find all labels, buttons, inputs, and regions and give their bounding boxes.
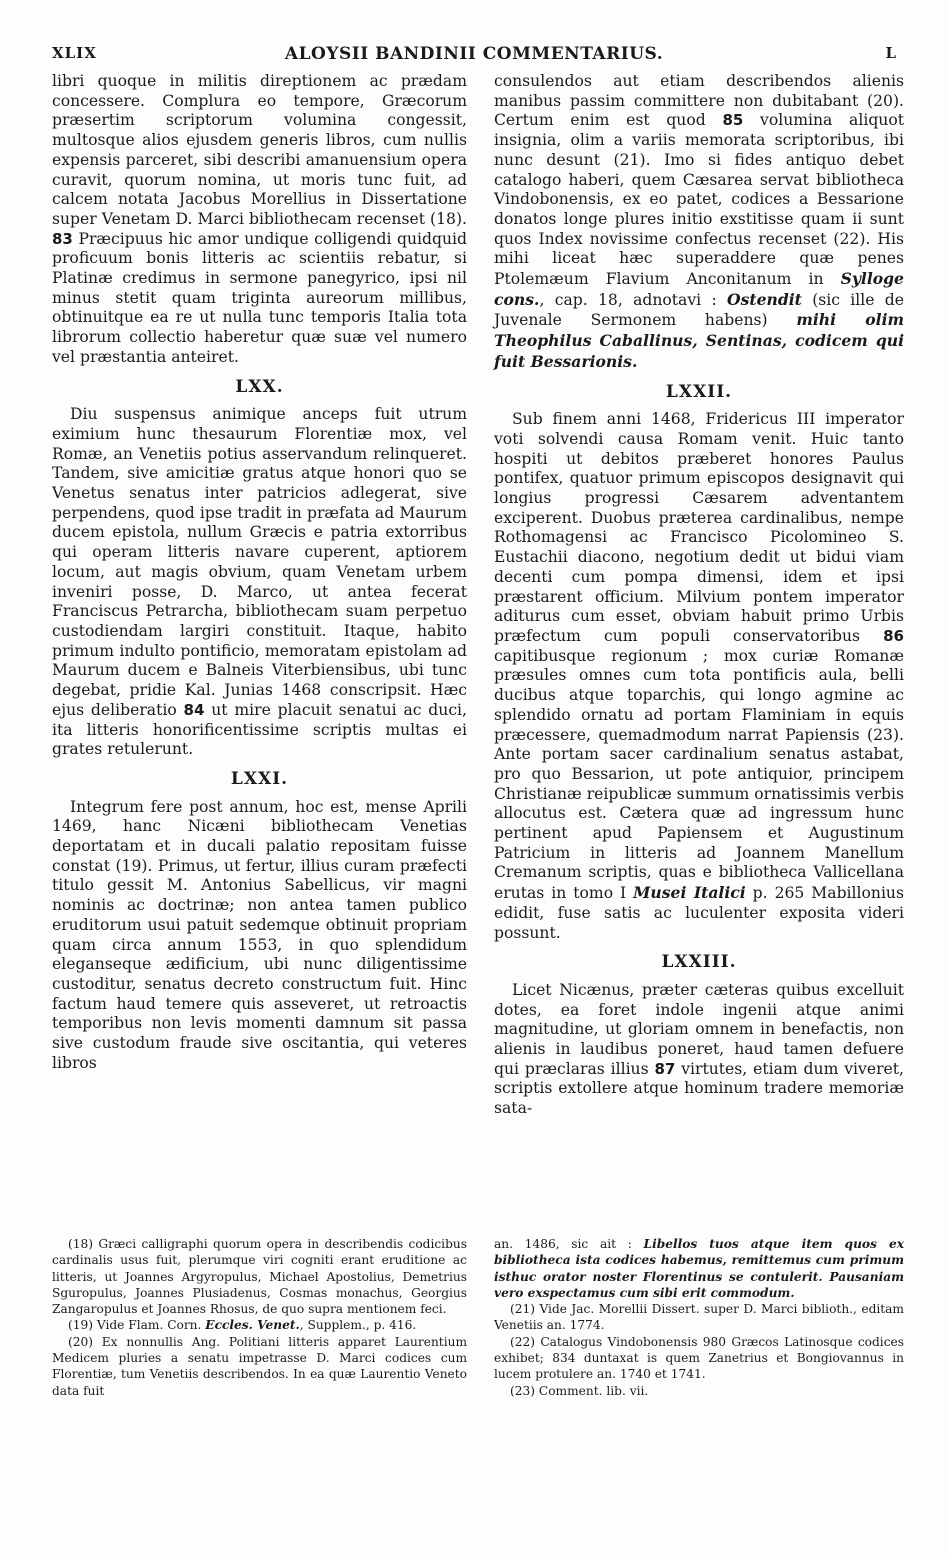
left-column [52,72,467,1073]
running-header [52,44,896,70]
section-heading-lxxii: LXXII. [665,381,733,402]
footnotes-right [494,1236,904,1399]
footnote: (19) Vide Flam. Corn. Eccles. Venet., Supplem., p. 416. [68,1318,417,1333]
footnotes-left [52,1236,467,1399]
margin-number: 87 [654,1059,676,1078]
footnote: (20) Ex nonnullis Ang. Politiani litteris apparet Laurentium Medicem pluries a senatu impetrasse D. Marci codices cum Florentiæ, tum Venetiis describendos. In ea quæ Laurentio Veneto data fuit [52,1334,467,1398]
section-heading-lxxiii: LXXIII. [661,952,737,973]
paragraph: Sub finem anni 1468, Fridericus III imperator voti solvendi causa Romam venit. Huic tanto hospiti ut debitos præberet honores Paulus pontifex, quatuor primum episcopos designavit qui longius progressi Cæsarem adventantem exciperent. Duobus præterea cardinalibus, nempe Rothomagensi ac Francisco Picolomineo S. Eustachii diacono, negotium dedit ut bidui viam decenti cum pompa dimensi, idem et ipsi præstarent officium. Milvium pontem imperator aditurus cum esset, obviam habuit primo Urbis præfectum cum populi conservatoribus 86 capitibusque regionum ; mox curiæ Romanæ præsules omnes cum tota pontificis aula, belli ducibus atque toparchis, qui longo agmine ac splendido ornatu ad portam Flaminiam in equis præcessere, quemadmodum narrat Papiensis (23). Ante portam sacer cardinalium senatus astabat, pro quo Bessarion, ut pote antiquior, principem Christianæ reipublicæ summum ornatissimis verbis allocutus est. Cætera quæ ad ingressum hunc pertinent apud Papiensem et Augustinum Patricium in litteris ad Joannem Manellum Cremanum scriptis, quas e bibliotheca Vallicellana erutas in tomo I Musei Italici p. 265 Mabillonius edidit, fuse satis ac luculenter exposita videri possunt. [494,410,904,942]
right-column [494,72,904,1119]
paragraph: libri quoque in militis direptionem ac prædam concessere. Complura eo tempore, Græcorum præsertim scriptorum volumina congessit, multosque alios ejusdem generis libros, cum nullis expensis parceret, sibi describi amanuensium opera curavit, quorum nomina, ut moris tunc fuit, ad calcem notata Jacobus Morellius in Dissertatione super Venetam D. Marci bibliothecam recenset (18). 83 Præcipuus hic amor undique colligendi quidquid proficuum bonis litteris ac scientiis rebatur, si Platinæ credimus in sermone panegyrico, ipsi nil minus stetit quam triginta aureorum millibus, obtinuitque ea re ut nulla tunc temporis Italia tota librorum collectio haberetur quæ suæ vel numero vel præstantia anteiret. [52,72,467,366]
page-number-left: XLIX [52,44,97,62]
running-title: ALOYSII BANDINII COMMENTARIUS. [284,44,664,64]
section-heading-lxxi: LXXI. [230,768,289,789]
section-heading-lxx: LXX. [235,376,284,397]
page-number-right: L [885,44,896,62]
footnote: (22) Catalogus Vindobonensis 980 Græcos Latinosque codices exhibet; 834 duntaxat is quem Zanetrius et Bongiovannus in lucem protulere an. 1740 et 1741. [494,1334,904,1382]
footnote: (23) Comment. lib. vii. [510,1383,649,1398]
footnote: an. 1486, sic ait : Libellos tuos atque item quos ex bibliotheca ista codices habemus, remittemus cum primum isthuc orator noster Florentinus se contulerit. Pausaniam vero exspectamus cum sibi erit commodum. [494,1237,905,1300]
margin-number: 86 [883,626,904,645]
margin-number: 83 [52,229,73,248]
paragraph: Diu suspensus animique anceps fuit utrum eximium hunc thesaurum Florentiæ mox, vel Romæ, an Venetiis potius asservandum relinqueret. Tandem, sive amicitiæ gratus atque honori quo se Venetus senatus inter patricios adlegerat, sive perpendens, quod ipse tradit in præfata ad Maurum ducem epistola, nullum Græcis e patria extorribus qui operam litteris navare cuperent, aptiorem locum, aut magis obvium, quam Venetam urbem inveniri posse, D. Marco, ut antea fecerat Franciscus Petrarcha, bibliothecam suam perpetuo custodiendam largiri constituit. Itaque, habito primum indulto pontificio, memoratam epistolam ad Maurum ducem e Balneis Viterbiensibus, ubi tunc degebat, pridie Kal. Junias 1468 conscripsit. Hæc ejus deliberatio 84 ut mire placuit senatui ac duci, ita litteris honorificentissime scriptis multas ei grates retulerunt. [52,405,467,759]
margin-number: 85 [722,111,744,130]
footnote: (21) Vide Jac. Morellii Dissert. super D. Marci biblioth., editam Venetiis an. 1774. [494,1302,904,1333]
paragraph: Licet Nicænus, præter cæteras quibus excelluit dotes, ea foret indole ingenii atque animi magnitudine, ut gloriam omnem in benefactis, non alienis in laudibus poneret, haud tamen defuere qui præclaras illius 87 virtutes, etiam dum viveret, scriptis extollere atque hominum tradere memoriæ sata- [494,980,904,1118]
margin-number: 84 [183,700,205,719]
paragraph: consulendos aut etiam describendos alienis manibus passim committere non dubitabant (20). Certum enim est quod 85 volumina aliquot insignia, olim a variis memorata scriptoribus, ibi nunc desunt (21). Imo si fides antiquo debet catalogo haberi, quem Cæsarea servat bibliotheca Vindobonensis, ex eo patet, codices a Bessarione donatos longe plures initio exstitisse quam ii sunt quos Index novissime confectus recenset (22). His mihi liceat hæc superaddere quæ penes Ptolemæum Flavium Anconitanum in Sylloge cons., cap. 18, adnotavi : Ostendit (sic ille de Juvenale Sermonem habens) mihi olim Theophilus Caballinus, Sentinas, codicem qui fuit Bessarionis. [494,72,904,371]
paragraph: Integrum fere post annum, hoc est, mense Aprili 1469, hanc Nicæni bibliothecam Venetias deportatam et in ducali palatio repositam fuisse constat (19). Primus, ut fertur, illius curam præfecti titulo gessit M. Antonius Sabellicus, vir magni nominis ac doctrinæ; non antea tamen publico eruditorum usui patuit sedemque obtinuit propriam quam circa annum 1553, in quo splendidum eleganseque ædificium, ubi nunc diligentissime custoditur, senatus decreto constructum fuit. Hinc factum haud temere quis asseveret, ut retroactis temporibus non levis momenti damnum sit passa sive custodum fraude sive oscitantia, qui veteres libros [52,797,467,1072]
footnote: (18) Græci calligraphi quorum opera in describendis codicibus cardinalis usus fuit, plerumque viri cogniti erant eruditione ac litteris, ut Joannes Argyropulus, Michael Apostolius, Demetrius Sguropulus, Joannes Plusiadenus, Cosmas monachus, Georgius Zangaropulus et Joannes Rhosus, de quo supra mentionem feci. [52,1237,467,1317]
